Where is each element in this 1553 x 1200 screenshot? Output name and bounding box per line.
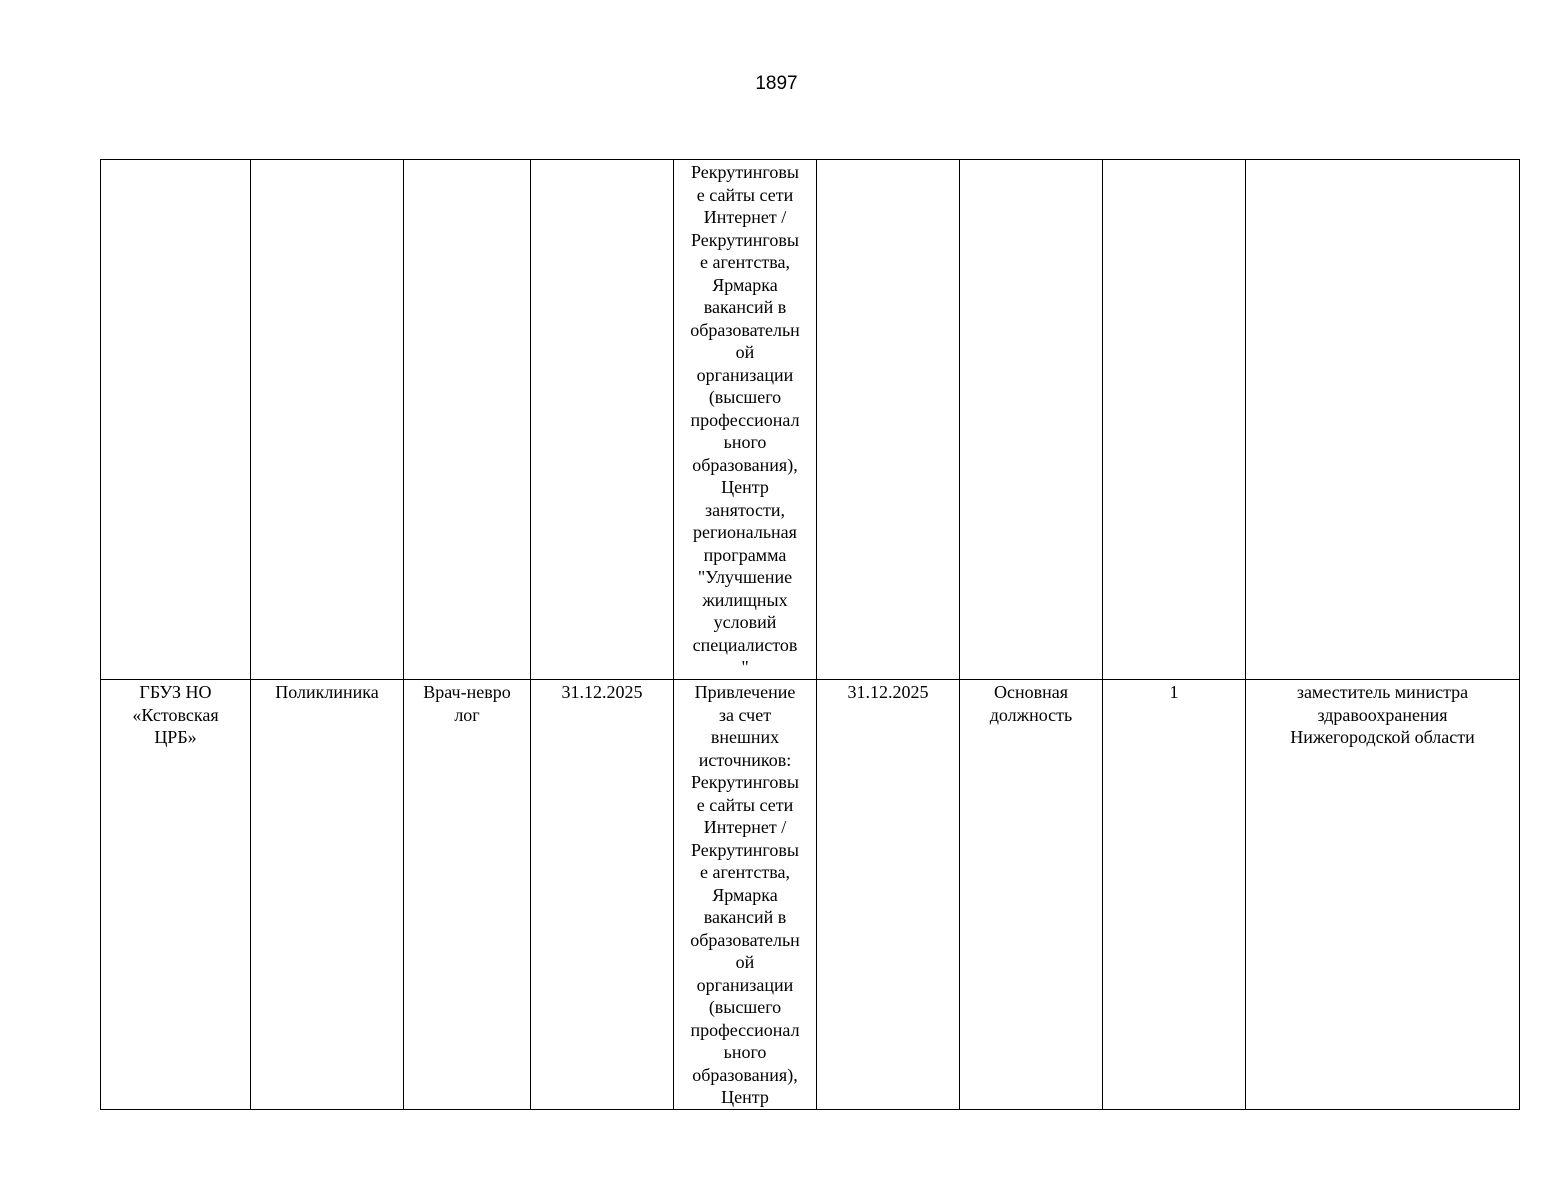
cell-position-type	[960, 160, 1103, 680]
cell-responsible	[1246, 160, 1520, 680]
cell-deadline	[817, 160, 960, 680]
cell-date: 31.12.2025	[531, 680, 674, 1110]
cell-recruitment-methods: Рекрутинговы е сайты сети Интернет / Рекрутинговы е агентства, Ярмарка вакансий в образовательн ой организации (высшего профессионал ьного образования), Центр занятости, региональная программа "Улучшение жилищных условий специалистов "	[674, 160, 817, 680]
cell-count	[1103, 160, 1246, 680]
cell-deadline: 31.12.2025	[817, 680, 960, 1110]
cell-recruitment-methods: Привлечение за счет внешних источников: Рекрутинговы е сайты сети Интернет / Рекрутинговы е агентства, Ярмарка вакансий в образовательн ой организации (высшего профессионал ьного образования), Центр	[674, 680, 817, 1110]
table-row-continuation	[101, 160, 1520, 680]
cell-date	[531, 160, 674, 680]
cell-position: Врач-невро лог	[404, 680, 531, 1110]
staffing-table	[100, 159, 1520, 1110]
cell-department	[251, 160, 404, 680]
table-row	[101, 680, 1520, 1110]
cell-organization: ГБУЗ НО «Кстовская ЦРБ»	[101, 680, 251, 1110]
cell-organization	[101, 160, 251, 680]
cell-position-type: Основная должность	[960, 680, 1103, 1110]
cell-department: Поликлиника	[251, 680, 404, 1110]
page-number: 1897	[755, 73, 798, 94]
cell-responsible: заместитель министра здравоохранения Нижегородской области	[1246, 680, 1520, 1110]
cell-position	[404, 160, 531, 680]
cell-count: 1	[1103, 680, 1246, 1110]
